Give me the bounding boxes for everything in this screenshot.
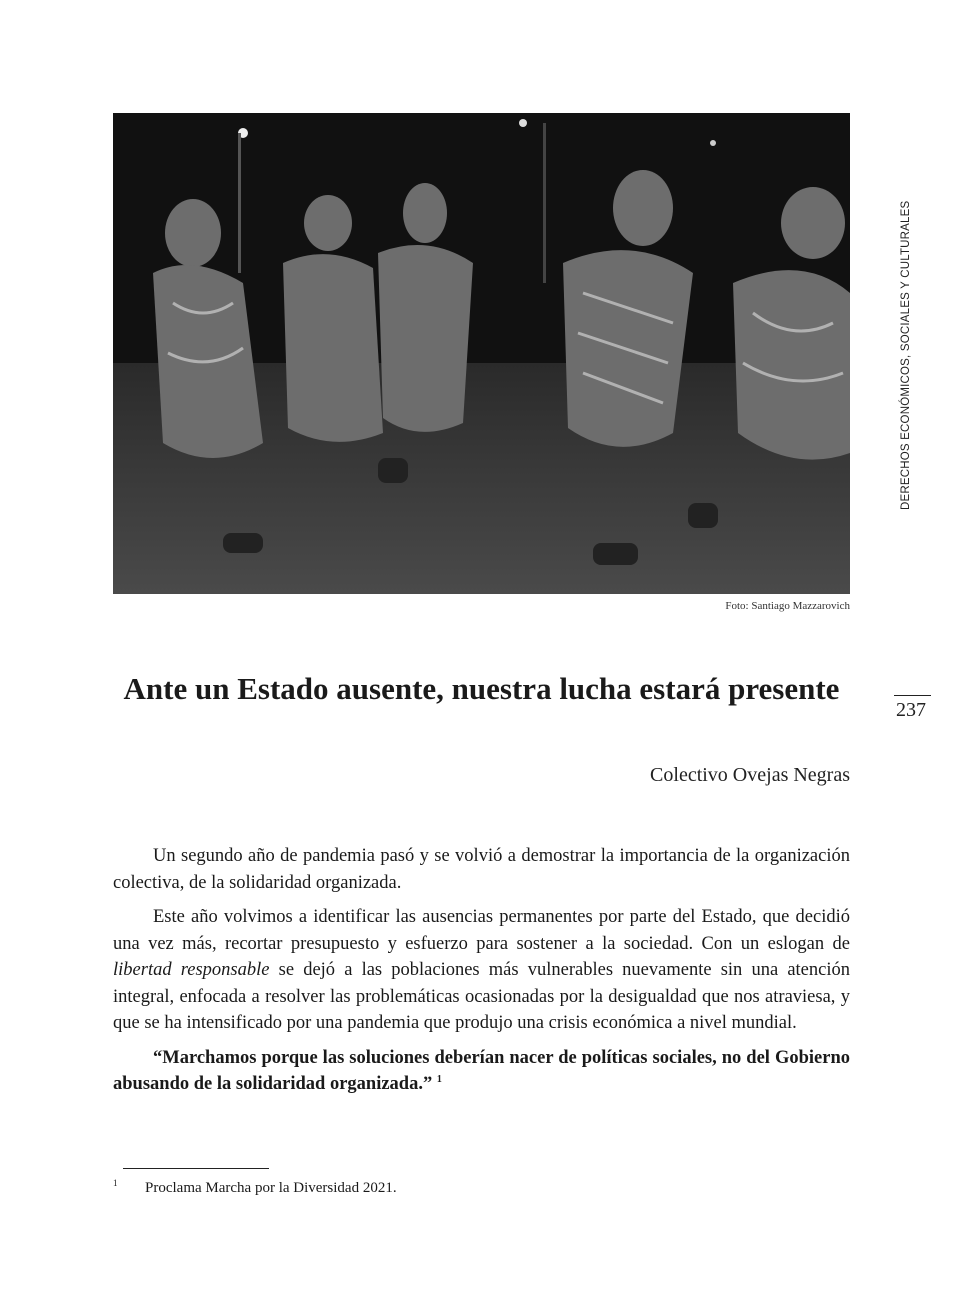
emphasis-libertad-responsable: libertad responsable: [113, 960, 270, 980]
article-author: Colectivo Ovejas Negras: [650, 764, 850, 786]
quote-paragraph: [113, 1045, 850, 1098]
paragraph-2-end: se dejó a las poblaciones más vulnerables nuevamente sin una atención integral, enfocada a resolver las problemáticas ocasionadas por la desigualdad que nos atraviesa, y que se ha intensificado por una pandemia que produjo una crisis económica a nivel mundial.: [113, 960, 850, 1033]
paragraph-2-start: Este año volvimos a identificar las ausencias permanentes por parte del Estado, que decidió una vez más, recortar presupuesto y esfuerzo para sostener a la sociedad. Con un eslogan de: [113, 907, 850, 954]
footnote-text: Proclama Marcha por la Diversidad 2021.: [145, 1180, 397, 1196]
article-title: Ante un Estado ausente, nuestra lucha estará presente: [123, 670, 840, 706]
page-number: 237: [896, 699, 926, 721]
paragraph-2: [113, 904, 850, 1037]
quote-text: “Marchamos porque las soluciones deberían nacer de políticas sociales, no del Gobierno abusando de la solidaridad organizada.”: [113, 1047, 850, 1094]
photo-credit: Foto: Santiago Mazzarovich: [725, 600, 850, 612]
article-body: [113, 843, 850, 1106]
march-photo: [113, 113, 850, 594]
footnote-rule: [123, 1168, 269, 1169]
footnote-number: 1: [113, 1178, 118, 1188]
section-sidebar-label: DERECHOS ECONÓMICOS, SOCIALES Y CULTURALES: [900, 200, 912, 510]
march-photo-illustration: [113, 113, 850, 594]
page-number-rule: [894, 695, 931, 696]
paragraph-1: Un segundo año de pandemia pasó y se volvió a demostrar la importancia de la organización colectiva, de la solidaridad organizada.: [113, 846, 850, 893]
footnote: [113, 1178, 397, 1197]
footnote-reference[interactable]: 1: [436, 1073, 442, 1085]
